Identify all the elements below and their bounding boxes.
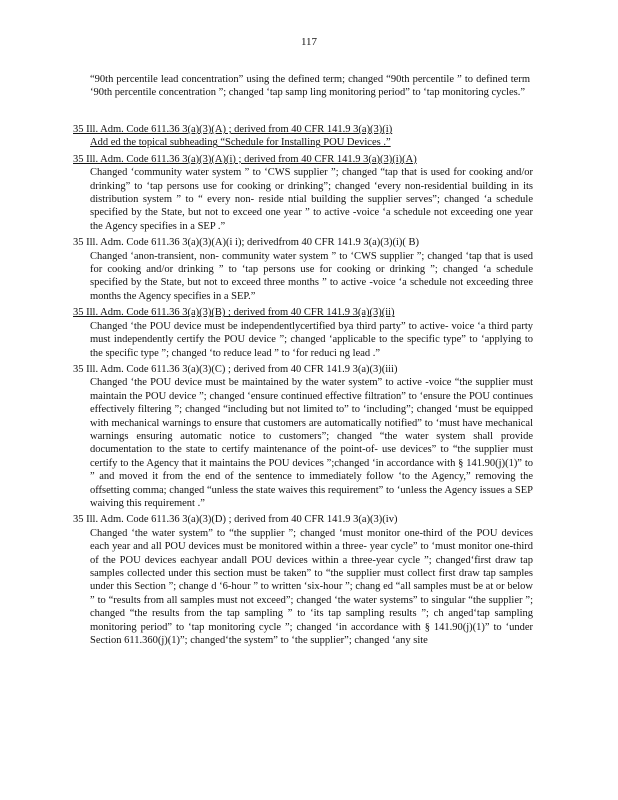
entry-3 [73, 236, 533, 303]
entry-body: Changed ‘community water system ” to ‘CWS supplier ”; changed “tap that is used for cooking and/or drinking” to ‘tap persons use for cooking or drinking”; changed ‘every non-residential building in its distribution system ” to “ every non- reside ntial building the supplier serves”; changed ‘a schedule specified by the State, but not to exceed one year ” to active -voice ‘a schedule not exceeding one year the Agency specifies in a SEP .” [90, 167, 533, 232]
entry-body: Changed ‘the POU device must be maintained by the water system” to active -voice “the supplier must maintain the POU device ”; changed ‘ensure continued effective filtration” to ‘ensure the POU continues effectively filtering ”; changed “including but not limited to” to ‘including”; changed ‘must be equipped with mechanical warnings to ensure that customers are automatically notified” to ‘must have mechanical warnings ensuring automatic notice to customers”; changed “the water system shall provide documentation to the state to certify maintenance of the point-of- use devices” to “the supplier must certify to the Agency that it maintains the POU devices ”;changed ‘in accordance with § 141.90(j)(1)” to ” and moved it from the end of the sentence to immediately follow ‘to the Agency,” removing the offsetting comma; changed “unless the state waives this requirement” to ‘unless the Agency issues a SEP waiving this requirement .” [90, 377, 533, 509]
entry-heading: 35 Ill. Adm. Code 611.36 3(a)(3)(A)(i i); derivedfrom 40 CFR 141.9 3(a)(3)(i)( B) [73, 237, 420, 249]
entry-heading: 35 Ill. Adm. Code 611.36 3(a)(3)(C) ; derived from 40 CFR 141.9 3(a)(3)(iii) [73, 363, 398, 375]
page-number: 117 [300, 36, 318, 48]
entry-6 [73, 513, 533, 647]
entry-1 [73, 123, 533, 150]
entry-body: Changed ‘the POU device must be independentlycertified bya third party” to active- voice ‘a third party must independently certify the POU device ”; changed ‘applicable to the specific type” to ‘applying to the specific type ”; changed ‘to reduce lead ” to ‘for reduci ng lead .” [90, 320, 533, 359]
entry-4 [73, 306, 533, 360]
entries-list [73, 123, 533, 650]
entry-2 [73, 153, 533, 233]
entry-heading: 35 Ill. Adm. Code 611.36 3(a)(3)(D) ; derived from 40 CFR 141.9 3(a)(3)(iv) [73, 514, 398, 526]
entry-body: Add ed the topical subheading “Schedule for Installing POU Devices .” [90, 137, 391, 149]
entry-heading: 35 Ill. Adm. Code 611.36 3(a)(3)(A) ; derived from 40 CFR 141.9 3(a)(3)(i) [73, 124, 393, 135]
entry-body: Changed ‘the water system” to “the supplier ”; changed ‘must monitor one-third of the POU devices each year and all POU devices must be monitored within a three- year cycle” to ‘must monitor one-third of the POU devices eachyear andall POU devices within a three-year cycle ”; changed‘first draw tap samples collected under this section must be taken” to “the supplier must collect first draw tap samples under this Section ”; change d ‘6-hour ” to written ‘six-hour ”; chang ed “all samples must be at or below ” to “results from all samples must not exceed”; changed ‘the water systems” to singular “the supplier ”; changed “the results from the tap sampling ” to ‘its tap sampling results ”; ch anged‘tap sampling monitoring period” to ‘tap monitoring cycle ”; changed ‘in accordance with § 141.90(j)(1)” to ‘under Section 611.360(j)(1)”; changed‘the system” to ‘the supplier”; changed ‘any site [90, 527, 533, 647]
entry-body: Changed ‘anon-transient, non- community water system ” to ‘CWS supplier ”; changed ‘tap that is used for cooking and/or drinking ” to ‘tap persons use for cooking or drinking ”; changed ‘a schedule specified by the State, but not to exceed three months ” to active -voice ‘a schedule not exceeding three months the Agency specifies in a SEP.” [90, 250, 533, 302]
entry-5 [73, 363, 533, 510]
intro-paragraph: “90th percentile lead concentration” using the defined term; changed “90th percentile ” to defined term ‘90th percentile concentration ”; changed ‘tap samp ling monitoring period” to ‘tap monitoring cycles.” [90, 74, 530, 99]
entry-heading: 35 Ill. Adm. Code 611.36 3(a)(3)(A)(i) ; derived from 40 CFR 141.9 3(a)(3)(i)(A) [73, 153, 417, 165]
entry-heading: 35 Ill. Adm. Code 611.36 3(a)(3)(B) ; derived from 40 CFR 141.9 3(a)(3)(ii) [73, 307, 395, 319]
